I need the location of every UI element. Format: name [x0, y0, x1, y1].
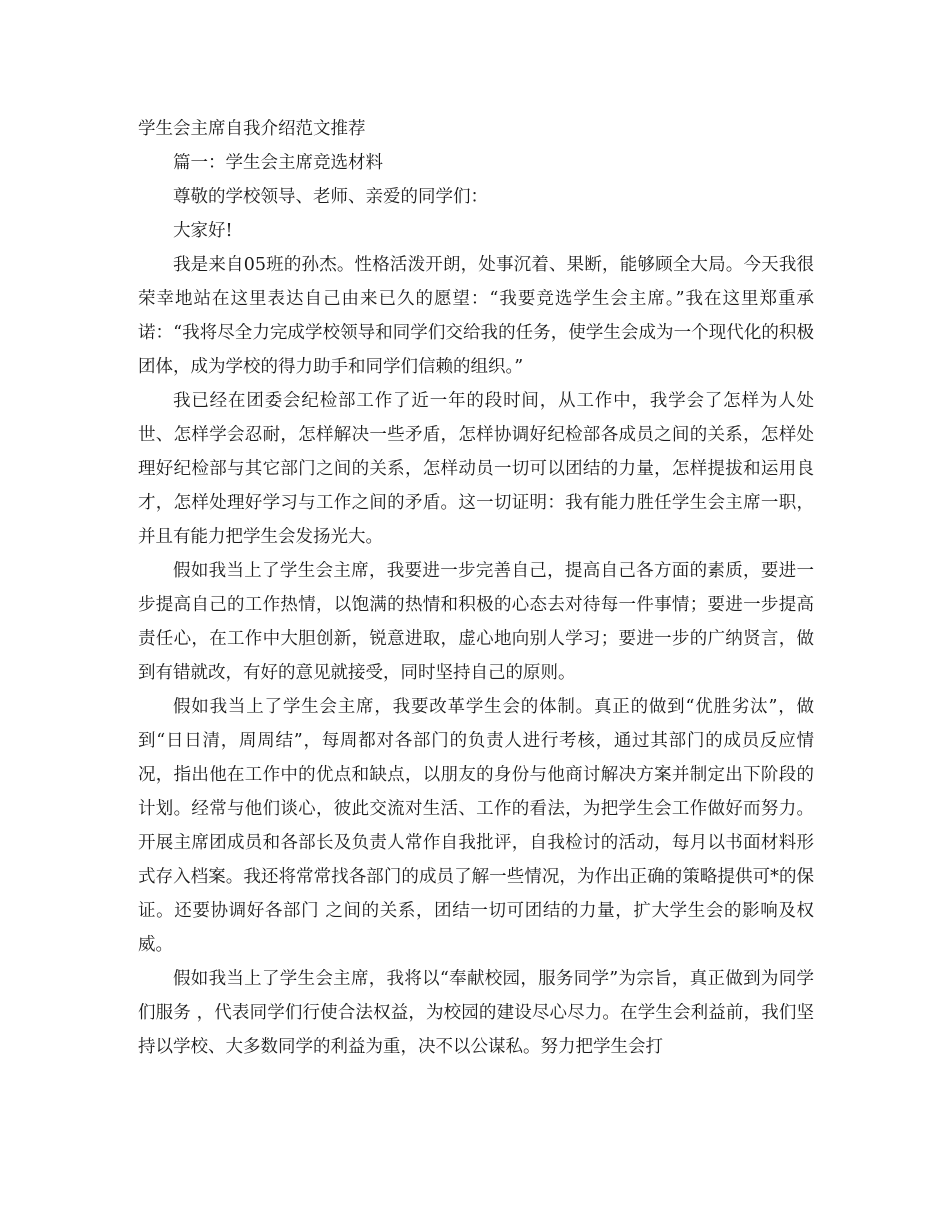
document-title: 学生会主席自我介绍范文推荐 [138, 119, 366, 139]
document-page [138, 112, 814, 1064]
paragraph-self-improvement: 假如我当上了学生会主席，我要进一步完善自己，提高自己各方面的素质，要进一步提高自己的工作热情，以饱满的热情和积极的心态去对待每一件事情；要进一步提高责任心，在工作中大胆创新，锐意进取，虚心地向别人学习；要进一步的广纳贤言，做到有错就改，有好的意见就接受，同时坚持自己的原则。 [138, 561, 814, 683]
paragraph-service: 假如我当上了学生会主席，我将以“奉献校园，服务同学”为宗旨，真正做到为同学们服务 ，代表同学们行使合法权益，为校园的建设尽心尽力。在学生会利益前，我们坚持以学校、大多数同学的利益为重，决不以公谋私。努力把学生会打 [138, 969, 814, 1057]
paragraph-greeting: 大家好! [173, 221, 233, 241]
paragraph-experience: 我已经在团委会纪检部工作了近一年的段时间，从工作中，我学会了怎样为人处世、怎样学会忍耐，怎样解决一些矛盾，怎样协调好纪检部各成员之间的关系，怎样处理好纪检部与其它部门之间的关系，怎样动员一切可以团结的力量，怎样提拔和运用良才，怎样处理好学习与工作之间的矛盾。这一切证明：我有能力胜任学生会主席一职，并且有能力把学生会发扬光大。 [138, 391, 814, 547]
paragraph-reform: 假如我当上了学生会主席，我要改革学生会的体制。真正的做到“优胜劣汰”，做到“日日清，周周结”，每周都对各部门的负责人进行考核，通过其部门的成员反应情况，指出他在工作中的优点和缺点，以朋友的身份与他商讨解决方案并制定出下阶段的计划。经常与他们谈心，彼此交流对生活、工作的看法，为把学生会工作做好而努力。开展主席团成员和各部长及负责人常作自我批评，自我检讨的活动，每月以书面材料形式存入档案。我还将常常找各部门的成员了解一些情况，为作出正确的策略提供可*的保证。还要协调好各部门 之间的关系，团结一切可团结的力量，扩大学生会的影响及权威。 [138, 697, 814, 955]
paragraph-salutation: 尊敬的学校领导、老师、亲爱的同学们： [173, 187, 488, 207]
paragraph-section-heading: 篇一：学生会主席竞选材料 [173, 153, 383, 173]
paragraph-introduction: 我是来自05班的孙杰。性格活泼开朗，处事沉着、果断，能够顾全大局。今天我很荣幸地站在这里表达自己由来已久的愿望：“我要竞选学生会主席。”我在这里郑重承诺：“我将尽全力完成学校领导和同学们交给我的任务，使学生会成为一个现代化的积极团体，成为学校的得力助手和同学们信赖的组织。” [138, 255, 814, 377]
